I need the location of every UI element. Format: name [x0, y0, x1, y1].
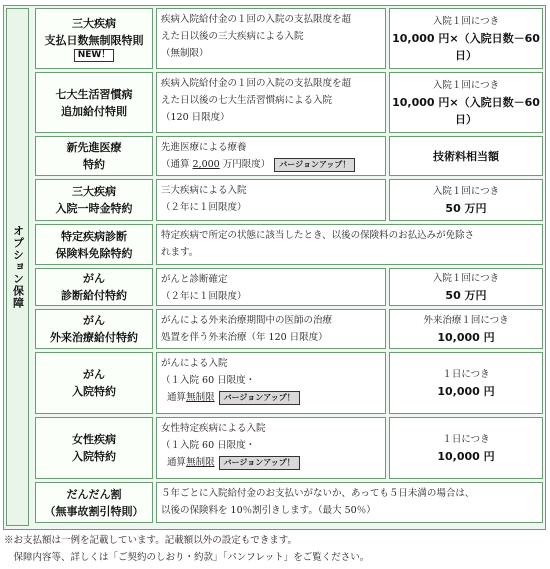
table-row: [35, 352, 543, 414]
coverage-description: 疾病入院給付金の１回の入院の支払限度を超 えた日以後の三大疾病による入院 （無制限）: [156, 8, 386, 69]
new-badge: NEW！: [74, 49, 115, 62]
benefit-amount: 外来治療１回につき 10,000 円: [389, 309, 543, 349]
coverage-name: だんだん割 （無事故割引特則）: [35, 482, 153, 523]
coverage-name: 七大生活習慣病 追加給付特則: [35, 72, 153, 133]
benefit-amount: １日につき 10,000 円: [389, 352, 543, 414]
table-row: [35, 136, 543, 176]
coverage-name: 女性疾病 入院特約: [35, 417, 153, 479]
coverage-description: がんと診断確定 （２年に１回限度）: [156, 268, 386, 306]
table-row: [35, 268, 543, 306]
sidebar-label: オプション保障: [11, 225, 25, 309]
benefit-amount: 技術料相当額: [389, 136, 543, 176]
benefit-amount: 入院１回につき 50 万円: [389, 179, 543, 221]
table-row: [35, 72, 543, 133]
version-up-badge: バージョンアップ！: [274, 158, 355, 172]
coverage-name: 特定疾病診断 保険料免除特約: [35, 224, 153, 265]
benefit-amount: 入院１回につき 10,000 円×（入院日数－60 日）: [389, 72, 543, 133]
table-row: [35, 179, 543, 221]
benefit-amount: 入院１回につき 10,000 円×（入院日数－60 日）: [389, 8, 543, 69]
coverage-name: がん 外来治療給付特約: [35, 309, 153, 349]
option-coverage-label: [6, 8, 29, 526]
coverage-name: 新先進医療 特約: [35, 136, 153, 176]
footnote: ※お支払額は一例を記載しています。記載額以外の設定もできます。: [4, 535, 297, 546]
coverage-description: 特定疾病で所定の状態に該当したとき、以後の保険料のお払込みが免除さ れます。: [156, 224, 543, 265]
benefit-amount: 入院１回につき 50 万円: [389, 268, 543, 306]
coverage-description: 女性特定疾病による入院 （１入院 60 日限度・ 通算無制限 バージョンアップ！: [156, 417, 386, 479]
version-up-badge: バージョンアップ！: [219, 456, 300, 470]
version-up-badge: バージョンアップ！: [219, 391, 300, 405]
table-row: [35, 482, 543, 523]
table-row: [35, 309, 543, 349]
footnote: 保障内容等、詳しくは「ご契約のしおり・約款」「パンフレット」をご覧ください。: [4, 552, 370, 563]
coverage-description: がんによる入院 （１入院 60 日限度・ 通算無制限 バージョンアップ！: [156, 352, 386, 414]
coverage-description: ５年ごとに入院給付金のお支払いがないか、あっても５日未満の場合は、 以後の保険料を 10％割引きします。（最大 50％）: [156, 482, 543, 523]
coverage-description: 先進医療による療養 （通算 2,000 万円限度） バージョンアップ！: [156, 136, 386, 176]
coverage-name: がん 診断給付特約: [35, 268, 153, 306]
table-row: [35, 417, 543, 479]
benefit-amount: １日につき 10,000 円: [389, 417, 543, 479]
table-row: [35, 224, 543, 265]
coverage-name: 三大疾病 支払日数無制限特則 NEW！: [35, 8, 153, 69]
coverage-name: 三大疾病 入院一時金特約: [35, 179, 153, 221]
coverage-description: 疾病入院給付金の１回の入院の支払限度を超 えた日以後の七大生活習慣病による入院 （120 日限度）: [156, 72, 386, 133]
coverage-description: がんによる外来治療期間中の医師の治療 処置を伴う外来治療（年 120 日限度）: [156, 309, 386, 349]
coverage-description: 三大疾病による入院 （２年に１回限度）: [156, 179, 386, 221]
footnotes: [4, 532, 548, 566]
coverage-name: がん 入院特約: [35, 352, 153, 414]
table-row: [35, 8, 543, 69]
